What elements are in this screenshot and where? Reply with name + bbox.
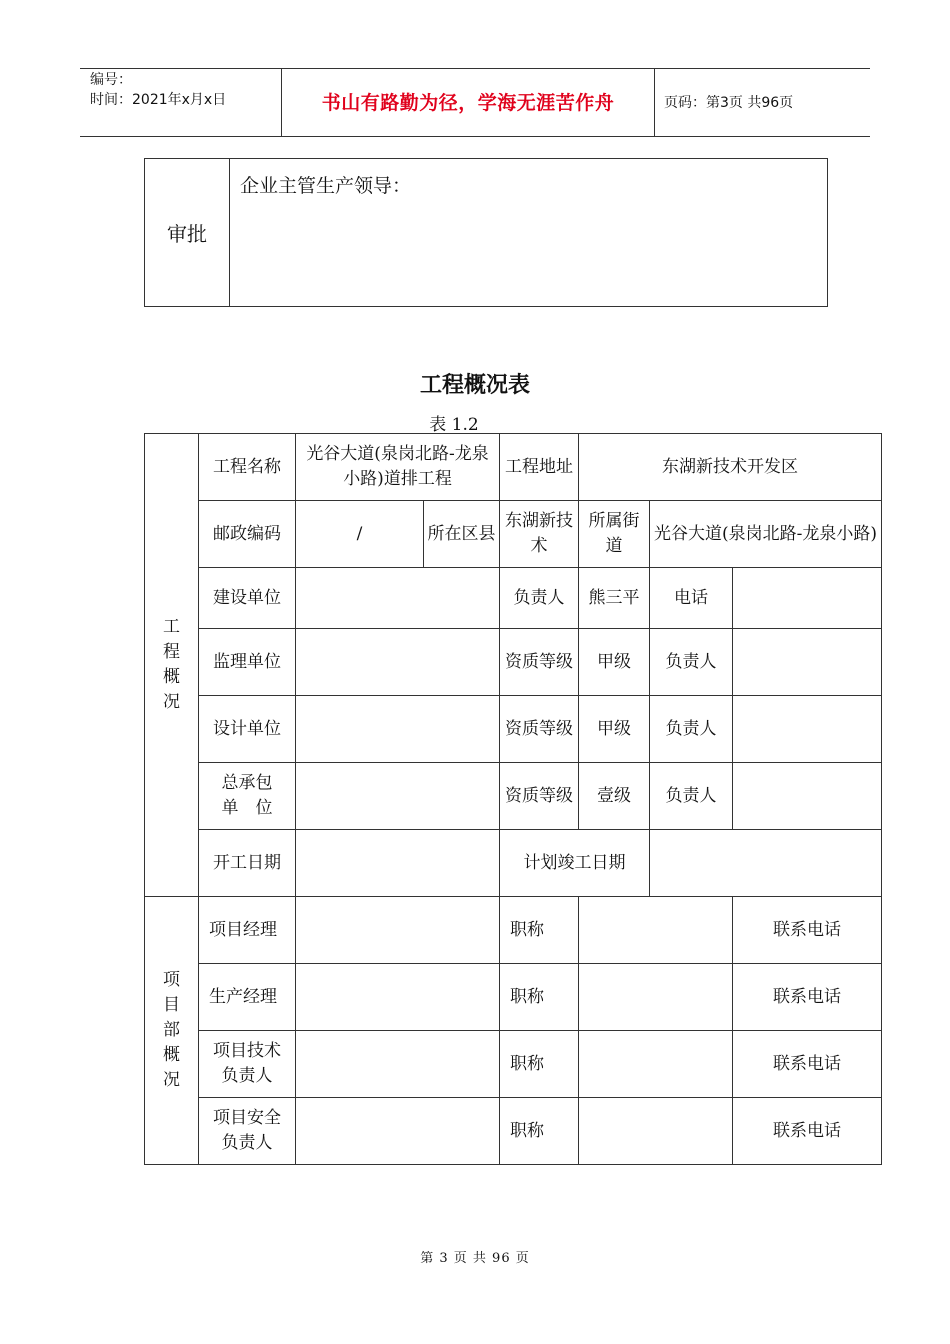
doc-time-label: 时间：2021年x月x日	[90, 92, 227, 108]
cell-contact-label: 联系电话	[733, 964, 882, 1031]
cell-role: 生产经理	[199, 964, 296, 1031]
cell-role-name	[296, 964, 500, 1031]
header-divider-right	[654, 69, 655, 136]
cell-builder-label: 建设单位	[199, 568, 296, 629]
header-motto: 书山有路勤为径，学海无涯苦作舟	[321, 92, 615, 114]
section-label-project: 工程概况	[145, 434, 199, 897]
cell-address-label: 工程地址	[500, 434, 579, 501]
cell-supervisor-leader-label: 负责人	[650, 629, 733, 696]
cell-postcode: /	[296, 501, 424, 568]
project-overview-table	[144, 433, 882, 1165]
cell-role: 项目经理	[199, 897, 296, 964]
cell-builder-phone	[733, 568, 882, 629]
section-label-department: 项目部概况	[145, 897, 199, 1165]
cell-postcode-label: 邮政编码	[199, 501, 296, 568]
cell-contractor-leader	[733, 763, 882, 830]
table-row	[145, 629, 882, 696]
table-row	[145, 1031, 882, 1098]
cell-start-date	[296, 830, 500, 897]
header-top-rule	[80, 68, 870, 69]
table-row	[145, 434, 882, 501]
header-page-info: 页码：第3页 共96页	[664, 95, 794, 111]
cell-role-name	[296, 897, 500, 964]
cell-start-date-label: 开工日期	[199, 830, 296, 897]
page-footer: 第 3 页 共 96 页	[420, 1251, 530, 1266]
cell-builder-leader: 熊三平	[579, 568, 650, 629]
cell-title	[579, 964, 733, 1031]
page-title: 工程概况表	[419, 373, 530, 398]
cell-builder	[296, 568, 500, 629]
cell-supervisor-grade: 甲级	[579, 629, 650, 696]
table-row	[145, 501, 882, 568]
cell-finish-date	[650, 830, 882, 897]
cell-project-name: 光谷大道(泉岗北路-龙泉小路)道排工程	[296, 434, 500, 501]
cell-designer-grade: 甲级	[579, 696, 650, 763]
table-row	[145, 763, 882, 830]
cell-designer-qual-label: 资质等级	[500, 696, 579, 763]
cell-contact-label: 联系电话	[733, 1098, 882, 1165]
approval-label: 审批	[145, 159, 230, 307]
cell-role: 项目安全负责人	[199, 1098, 296, 1165]
table-row	[145, 568, 882, 629]
cell-project-name-label: 工程名称	[199, 434, 296, 501]
cell-supervisor-leader	[733, 629, 882, 696]
header-bottom-rule	[80, 136, 870, 137]
cell-contractor	[296, 763, 500, 830]
table-row	[145, 830, 882, 897]
contractor-label-line1: 总承包	[221, 773, 273, 793]
cell-contact-label: 联系电话	[733, 897, 882, 964]
cell-contractor-leader-label: 负责人	[650, 763, 733, 830]
cell-title-label: 职称	[500, 1031, 579, 1098]
cell-title	[579, 1098, 733, 1165]
cell-designer-label: 设计单位	[199, 696, 296, 763]
cell-title-label: 职称	[500, 897, 579, 964]
cell-address: 东湖新技术开发区	[579, 434, 882, 501]
cell-builder-phone-label: 电话	[650, 568, 733, 629]
cell-contact-label: 联系电话	[733, 1031, 882, 1098]
table-row	[145, 696, 882, 763]
cell-role-name	[296, 1031, 500, 1098]
table-row	[145, 1098, 882, 1165]
table-number: 表 1.2	[429, 415, 479, 435]
cell-street: 光谷大道(泉岗北路-龙泉小路)	[650, 501, 882, 568]
cell-builder-leader-label: 负责人	[500, 568, 579, 629]
contractor-label-line2: 单 位	[221, 798, 273, 818]
cell-designer-leader	[733, 696, 882, 763]
cell-title	[579, 897, 733, 964]
cell-supervisor-qual-label: 资质等级	[500, 629, 579, 696]
cell-street-label: 所属街道	[579, 501, 650, 568]
doc-number-label: 编号：	[90, 72, 132, 88]
cell-district-label: 所在区县	[424, 501, 500, 568]
approval-text: 企业主管生产领导：	[230, 159, 828, 307]
cell-role-name	[296, 1098, 500, 1165]
approval-box	[144, 158, 828, 307]
cell-finish-date-label: 计划竣工日期	[500, 830, 650, 897]
cell-title-label: 职称	[500, 1098, 579, 1165]
cell-designer	[296, 696, 500, 763]
cell-supervisor-label: 监理单位	[199, 629, 296, 696]
cell-title	[579, 1031, 733, 1098]
cell-contractor-grade: 壹级	[579, 763, 650, 830]
cell-contractor-qual-label: 资质等级	[500, 763, 579, 830]
header-meta	[90, 70, 226, 110]
table-row	[145, 897, 882, 964]
cell-title-label: 职称	[500, 964, 579, 1031]
cell-contractor-label	[199, 763, 296, 830]
table-row	[145, 964, 882, 1031]
cell-role: 项目技术负责人	[199, 1031, 296, 1098]
cell-designer-leader-label: 负责人	[650, 696, 733, 763]
cell-district: 东湖新技术	[500, 501, 579, 568]
cell-supervisor	[296, 629, 500, 696]
